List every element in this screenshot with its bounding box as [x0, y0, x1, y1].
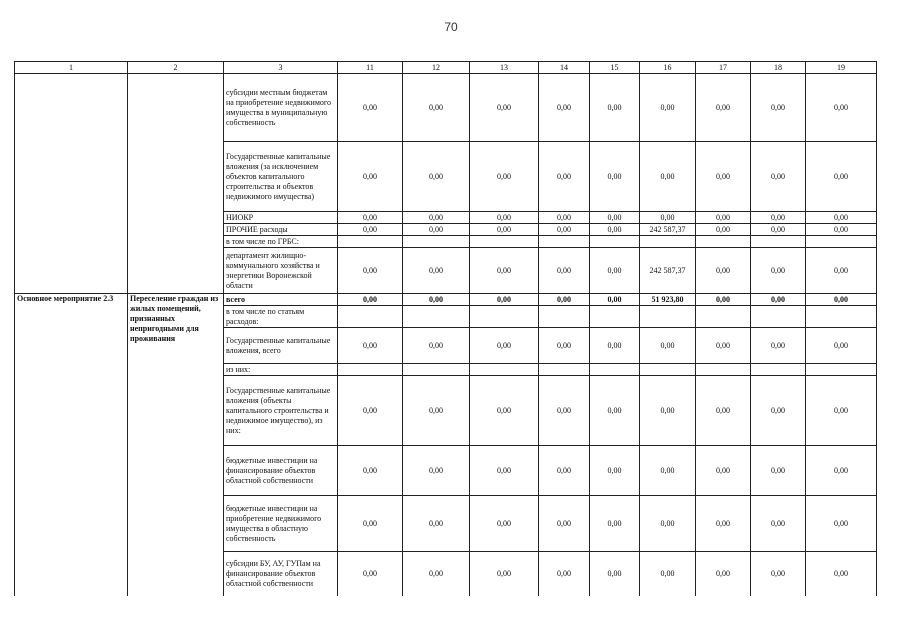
- cell: 0,00: [696, 446, 751, 496]
- cell: 0,00: [696, 376, 751, 446]
- budget-table: [14, 61, 877, 596]
- cell: 0,00: [696, 248, 751, 294]
- cell: 0,00: [640, 212, 696, 224]
- cell: 0,00: [590, 328, 640, 364]
- cell: 0,00: [470, 446, 539, 496]
- activity-description: Переселение граждан из жилых помещений, признанных непригодными для проживания: [128, 294, 224, 596]
- cell: 0,00: [806, 248, 877, 294]
- cell: 0,00: [590, 294, 640, 306]
- activity-name: Основное мероприятие 2.3: [15, 294, 128, 596]
- row-label: департамент жилищно-коммунального хозяйства и энергетики Воронежской области: [224, 248, 338, 294]
- row-label: бюджетные инвестиции на приобретение недвижимого имущества в областную собственность: [224, 496, 338, 552]
- cell: 0,00: [640, 552, 696, 596]
- cell: 0,00: [806, 496, 877, 552]
- cell: 0,00: [640, 446, 696, 496]
- cell: [640, 364, 696, 376]
- cell: 0,00: [338, 446, 403, 496]
- cell: 0,00: [338, 294, 403, 306]
- cell: [338, 306, 403, 328]
- cell: 0,00: [539, 294, 590, 306]
- cell: 0,00: [806, 446, 877, 496]
- cell: 0,00: [806, 224, 877, 236]
- cell: [403, 306, 470, 328]
- cell: 0,00: [470, 328, 539, 364]
- cell: 0,00: [696, 552, 751, 596]
- cell: 0,00: [403, 328, 470, 364]
- row-label: Государственные капитальные вложения, всего: [224, 328, 338, 364]
- cell: [640, 236, 696, 248]
- cell: 0,00: [403, 248, 470, 294]
- cell: 0,00: [338, 212, 403, 224]
- cell: [338, 364, 403, 376]
- cell: 0,00: [590, 224, 640, 236]
- cell: 0,00: [470, 496, 539, 552]
- cell: 0,00: [696, 496, 751, 552]
- cell: 0,00: [338, 552, 403, 596]
- row-label: всего: [224, 294, 338, 306]
- cell: 0,00: [590, 248, 640, 294]
- cell: [751, 306, 806, 328]
- row-label: бюджетные инвестиции на финансирование объектов областной собственности: [224, 446, 338, 496]
- cell: 0,00: [590, 142, 640, 212]
- cell: 0,00: [403, 294, 470, 306]
- cell: 0,00: [470, 294, 539, 306]
- row-label: в том числе по ГРБС:: [224, 236, 338, 248]
- cell: [470, 236, 539, 248]
- cell: 0,00: [751, 142, 806, 212]
- cell: [751, 236, 806, 248]
- cell: 0,00: [470, 552, 539, 596]
- cell: 0,00: [539, 328, 590, 364]
- cell: 0,00: [539, 446, 590, 496]
- cell: [539, 306, 590, 328]
- cell: 0,00: [403, 224, 470, 236]
- row-label: субсидии местным бюджетам на приобретение недвижимого имущества в муниципальную собственность: [224, 74, 338, 142]
- cell: 0,00: [539, 496, 590, 552]
- column-header: 18: [751, 62, 806, 74]
- column-header: 2: [128, 62, 224, 74]
- cell: 0,00: [696, 142, 751, 212]
- row-label: НИОКР: [224, 212, 338, 224]
- cell: 0,00: [338, 376, 403, 446]
- cell: 0,00: [751, 294, 806, 306]
- cell: 0,00: [806, 212, 877, 224]
- page-number: 70: [444, 20, 458, 34]
- cell: 0,00: [470, 142, 539, 212]
- cell: 0,00: [806, 376, 877, 446]
- activity-description-empty: [128, 74, 224, 294]
- column-header: 16: [640, 62, 696, 74]
- column-header: 19: [806, 62, 877, 74]
- row-label: Государственные капитальные вложения (объекты капитального строительства и недвижимое имущество), из них:: [224, 376, 338, 446]
- cell: 0,00: [696, 328, 751, 364]
- row-label: из них:: [224, 364, 338, 376]
- cell: 0,00: [539, 142, 590, 212]
- column-header: 15: [590, 62, 640, 74]
- cell: 0,00: [403, 446, 470, 496]
- cell: [338, 236, 403, 248]
- cell: 0,00: [590, 212, 640, 224]
- cell: [539, 364, 590, 376]
- column-header: 13: [470, 62, 539, 74]
- cell: [806, 364, 877, 376]
- column-header: 3: [224, 62, 338, 74]
- cell: 242 587,37: [640, 248, 696, 294]
- cell: 0,00: [751, 224, 806, 236]
- cell: [403, 236, 470, 248]
- cell: 0,00: [590, 446, 640, 496]
- cell: 242 587,37: [640, 224, 696, 236]
- cell: 0,00: [403, 376, 470, 446]
- row-label: Государственные капитальные вложения (за исключением объектов капитального строительства и объектов недвижимого имущества): [224, 142, 338, 212]
- table-row-total: [15, 294, 877, 306]
- cell: 0,00: [338, 248, 403, 294]
- cell: 0,00: [640, 376, 696, 446]
- cell: 0,00: [806, 74, 877, 142]
- cell: 0,00: [470, 212, 539, 224]
- cell: 0,00: [751, 74, 806, 142]
- cell: [696, 236, 751, 248]
- cell: 0,00: [751, 248, 806, 294]
- cell: 0,00: [751, 376, 806, 446]
- cell: [806, 306, 877, 328]
- cell: 0,00: [751, 328, 806, 364]
- cell: 0,00: [640, 496, 696, 552]
- cell: 0,00: [470, 376, 539, 446]
- cell: 0,00: [403, 74, 470, 142]
- cell: [806, 236, 877, 248]
- cell: 0,00: [403, 142, 470, 212]
- cell: 0,00: [696, 212, 751, 224]
- cell: 0,00: [539, 248, 590, 294]
- column-header: 1: [15, 62, 128, 74]
- cell: [470, 306, 539, 328]
- column-header: 17: [696, 62, 751, 74]
- cell: 0,00: [590, 74, 640, 142]
- cell: 0,00: [806, 328, 877, 364]
- cell: 0,00: [696, 294, 751, 306]
- cell: 0,00: [806, 552, 877, 596]
- column-header: 12: [403, 62, 470, 74]
- cell: 0,00: [640, 74, 696, 142]
- cell: 0,00: [590, 496, 640, 552]
- cell: [696, 364, 751, 376]
- cell: [751, 364, 806, 376]
- cell: 0,00: [806, 294, 877, 306]
- table-row: [15, 74, 877, 142]
- cell: 51 923,80: [640, 294, 696, 306]
- row-label: в том числе по статьям расходов:: [224, 306, 338, 328]
- cell: 0,00: [751, 496, 806, 552]
- cell: 0,00: [403, 552, 470, 596]
- cell: 0,00: [751, 212, 806, 224]
- cell: 0,00: [751, 446, 806, 496]
- cell: 0,00: [539, 552, 590, 596]
- cell: 0,00: [470, 248, 539, 294]
- cell: 0,00: [403, 212, 470, 224]
- cell: 0,00: [590, 552, 640, 596]
- cell: 0,00: [338, 74, 403, 142]
- cell: 0,00: [338, 224, 403, 236]
- cell: 0,00: [640, 328, 696, 364]
- cell: [403, 364, 470, 376]
- cell: 0,00: [590, 376, 640, 446]
- cell: 0,00: [696, 224, 751, 236]
- column-header: 11: [338, 62, 403, 74]
- cell: 0,00: [539, 224, 590, 236]
- cell: [590, 364, 640, 376]
- activity-name-empty: [15, 74, 128, 294]
- cell: 0,00: [338, 142, 403, 212]
- cell: [590, 236, 640, 248]
- cell: [590, 306, 640, 328]
- cell: 0,00: [806, 142, 877, 212]
- column-header: 14: [539, 62, 590, 74]
- cell: [640, 306, 696, 328]
- cell: 0,00: [338, 496, 403, 552]
- cell: [470, 364, 539, 376]
- row-label: ПРОЧИЕ расходы: [224, 224, 338, 236]
- row-label: субсидии БУ, АУ, ГУПам на финансирование объектов областной собственности: [224, 552, 338, 596]
- cell: 0,00: [470, 224, 539, 236]
- cell: 0,00: [403, 496, 470, 552]
- cell: [696, 306, 751, 328]
- cell: 0,00: [539, 376, 590, 446]
- cell: 0,00: [751, 552, 806, 596]
- cell: 0,00: [338, 328, 403, 364]
- column-number-row: [15, 62, 877, 74]
- cell: 0,00: [696, 74, 751, 142]
- cell: 0,00: [640, 142, 696, 212]
- cell: 0,00: [470, 74, 539, 142]
- cell: [539, 236, 590, 248]
- cell: 0,00: [539, 74, 590, 142]
- cell: 0,00: [539, 212, 590, 224]
